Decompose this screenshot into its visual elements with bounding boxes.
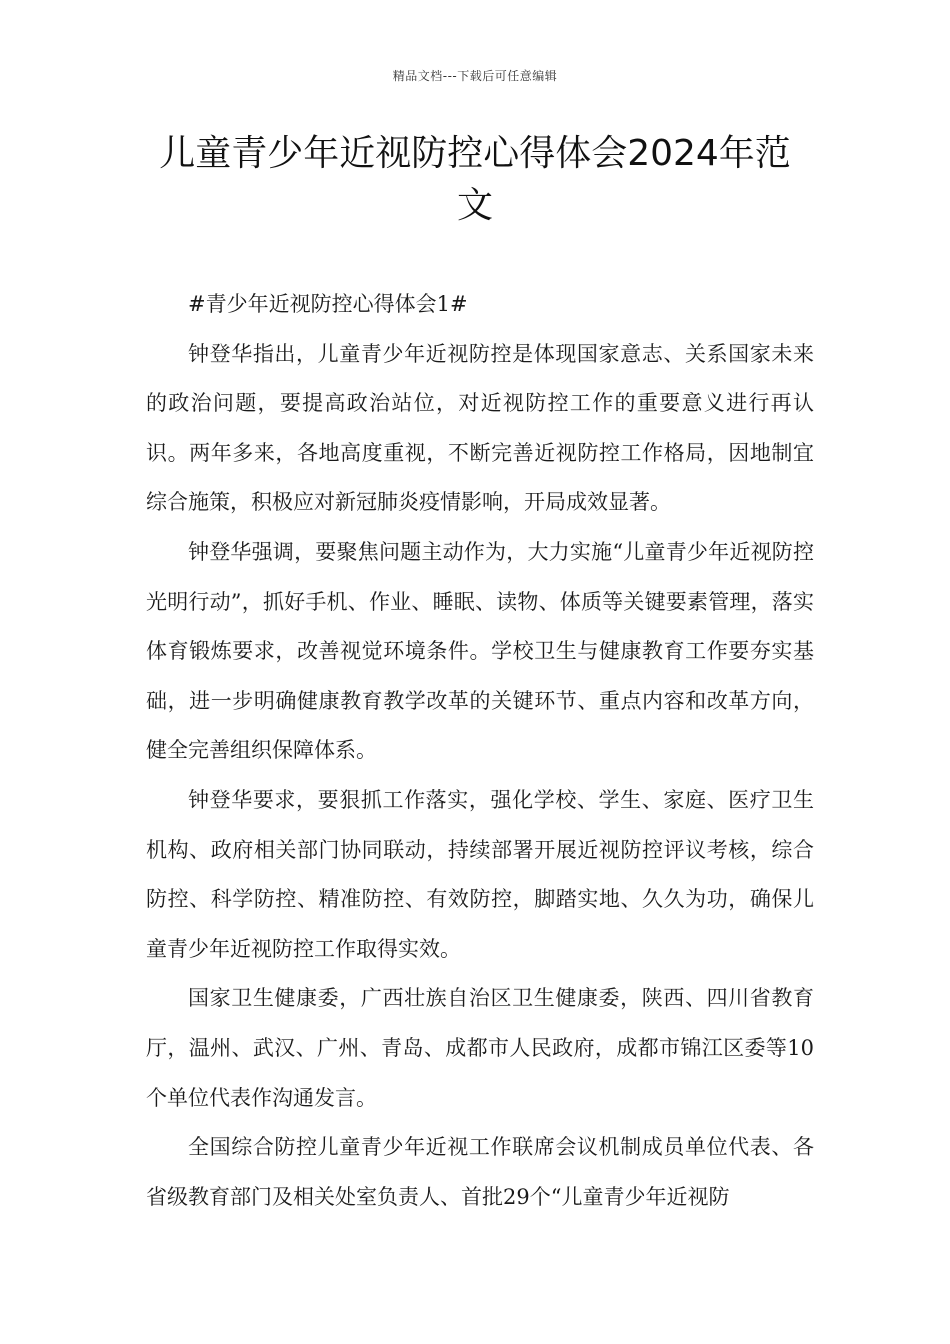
paragraph: 钟登华指出，儿童青少年近视防控是体现国家意志、关系国家未来的政治问题，要提高政治站位，对近视防控工作的重要意义进行再认识。两年多来，各地高度重视，不断完善近视防控工作格局，因地制宜综合施策，积极应对新冠肺炎疫情影响，开局成效显著。 [146,341,814,515]
paragraph: 国家卫生健康委，广西壮族自治区卫生健康委，陕西、四川省教育厅，温州、武汉、广州、青岛、成都市人民政府，成都市锦江区委等10个单位代表作沟通发言。 [146,986,814,1110]
paragraph: 全国综合防控儿童青少年近视工作联席会议机制成员单位代表、各省级教育部门及相关处室负责人、首批29个“儿童青少年近视防 [146,1135,814,1209]
header-note: 精品文档---下载后可任意编辑 [392,69,558,83]
document-body [146,280,814,1222]
paragraph: 钟登华强调，要聚焦问题主动作为，大力实施“儿童青少年近视防控光明行动”，抓好手机、作业、睡眠、读物、体质等关键要素管理，落实体育锻炼要求，改善视觉环境条件。学校卫生与健康教育工作要夯实基础，进一步明确健康教育教学改革的关键环节、重点内容和改革方向，健全完善组织保障体系。 [146,539,814,763]
section-heading: #青少年近视防控心得体会1# [188,292,468,316]
paragraph: 钟登华要求，要狠抓工作落实，强化学校、学生、家庭、医疗卫生机构、政府相关部门协同联动，持续部署开展近视防控评议考核，综合防控、科学防控、精准防控、有效防控，脚踏实地、久久为功，确保儿童青少年近视防控工作取得实效。 [146,787,814,961]
document-title: 儿童青少年近视防控心得体会2024年范文 [159,133,791,226]
